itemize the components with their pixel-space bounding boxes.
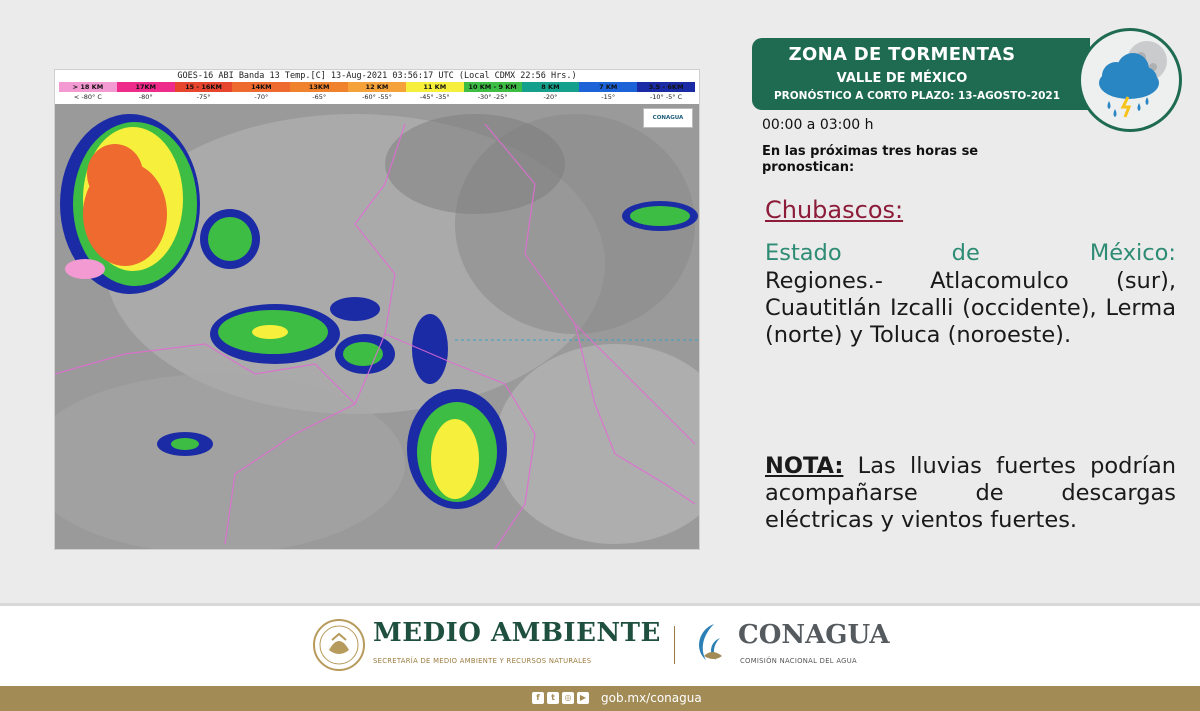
title-banner bbox=[752, 38, 1090, 110]
scale-segment bbox=[59, 82, 117, 102]
scale-temp-label: -20° bbox=[522, 92, 580, 102]
map-conagua-logo: CONAGUA bbox=[643, 108, 693, 128]
scale-km-label: 14KM bbox=[232, 82, 290, 92]
banner-date: PRONÓSTICO A CORTO PLAZO: 13-AGOSTO-2021 bbox=[773, 90, 1061, 102]
storm-cell-southwest bbox=[157, 432, 213, 456]
mexico-seal-icon bbox=[312, 618, 366, 672]
social-icons bbox=[532, 692, 589, 705]
facebook-icon[interactable]: f bbox=[532, 692, 544, 704]
forecast-category: Chubascos: bbox=[765, 196, 904, 224]
scale-temp-label: -70° bbox=[232, 92, 290, 102]
conagua-subtitle: COMISIÓN NACIONAL DEL AGUA bbox=[740, 657, 857, 665]
map-caption: GOES-16 ABI Banda 13 Temp.[C] 13-Aug-2021 03:56:17 UTC (Local CDMX 22:56 Hrs.) bbox=[177, 71, 577, 81]
storm-cloud-moon-icon bbox=[1078, 28, 1182, 132]
conagua-title: CONAGUA bbox=[738, 620, 890, 650]
note-body: Las lluvias fuertes podrían acompañarse de descargas eléctricas y vientos fuertes. bbox=[765, 453, 1176, 533]
scale-temp-label: -65° bbox=[290, 92, 348, 102]
scale-temp-label: -60° -55° bbox=[348, 92, 406, 102]
scale-segment bbox=[117, 82, 175, 102]
scale-km-label: 3.5 - 6KM bbox=[637, 82, 695, 92]
scale-km-label: 13KM bbox=[290, 82, 348, 92]
medio-ambiente-title: MEDIO AMBIENTE bbox=[373, 618, 661, 648]
scale-segment bbox=[579, 82, 637, 102]
color-scale-bar bbox=[59, 82, 695, 102]
satellite-image bbox=[55, 104, 699, 549]
satellite-map bbox=[54, 69, 700, 550]
storm-cell-northwest bbox=[60, 114, 200, 294]
state-line bbox=[765, 240, 1176, 267]
scale-segment bbox=[522, 82, 580, 102]
logo-divider bbox=[674, 626, 675, 664]
scale-km-label: 7 KM bbox=[579, 82, 637, 92]
scale-km-label: 11 KM bbox=[406, 82, 464, 92]
scale-temp-label: -45° -35° bbox=[406, 92, 464, 102]
note-label: NOTA: bbox=[765, 453, 844, 479]
scale-temp-label: < -80° C bbox=[59, 92, 117, 102]
scale-km-label: 8 KM bbox=[522, 82, 580, 92]
time-range: 00:00 a 03:00 h bbox=[762, 117, 874, 133]
medio-ambiente-subtitle: SECRETARÍA DE MEDIO AMBIENTE Y RECURSOS NATURALES bbox=[373, 657, 592, 665]
scale-km-label: 15 - 16KM bbox=[175, 82, 233, 92]
scale-segment bbox=[232, 82, 290, 102]
map-header bbox=[55, 70, 699, 104]
scale-segment bbox=[406, 82, 464, 102]
scale-segment bbox=[464, 82, 522, 102]
twitter-icon[interactable]: t bbox=[547, 692, 559, 704]
scale-segment bbox=[348, 82, 406, 102]
scale-segment bbox=[637, 82, 695, 102]
footer-social-bar bbox=[0, 686, 1200, 711]
site-url-link[interactable]: gob.mx/conagua bbox=[601, 691, 702, 705]
youtube-icon[interactable]: ▶ bbox=[577, 692, 589, 704]
storm-cell-far-east bbox=[622, 201, 698, 231]
scale-km-label: 12 KM bbox=[348, 82, 406, 92]
state-name: Estado de México: bbox=[765, 240, 1176, 266]
banner-subtitle: VALLE DE MÉXICO bbox=[836, 71, 968, 86]
scale-temp-label: -15° bbox=[579, 92, 637, 102]
scale-km-label: 17KM bbox=[117, 82, 175, 92]
scale-segment bbox=[175, 82, 233, 102]
forecast-intro: En las próximas tres horas se pronostican: bbox=[762, 144, 979, 175]
conagua-logo-icon bbox=[692, 620, 728, 666]
scale-temp-label: -75° bbox=[175, 92, 233, 102]
scale-km-label: > 18 KM bbox=[59, 82, 117, 92]
scale-temp-label: -10° -5° C bbox=[637, 92, 695, 102]
regions-text: Regiones.- Atlacomulco (sur), Cuautitlán Izcalli (occidente), Lerma (norte) y Toluca (noroeste). bbox=[765, 268, 1176, 348]
banner-title: ZONA DE TORMENTAS bbox=[788, 44, 1016, 65]
scale-temp-label: -30° -25° bbox=[464, 92, 522, 102]
scale-km-label: 10 KM - 9 KM bbox=[464, 82, 522, 92]
instagram-icon[interactable]: ◎ bbox=[562, 692, 574, 704]
scale-temp-label: -80° bbox=[117, 92, 175, 102]
note-text bbox=[765, 453, 1176, 534]
scale-segment bbox=[290, 82, 348, 102]
storm-cell-north-center bbox=[200, 209, 260, 269]
